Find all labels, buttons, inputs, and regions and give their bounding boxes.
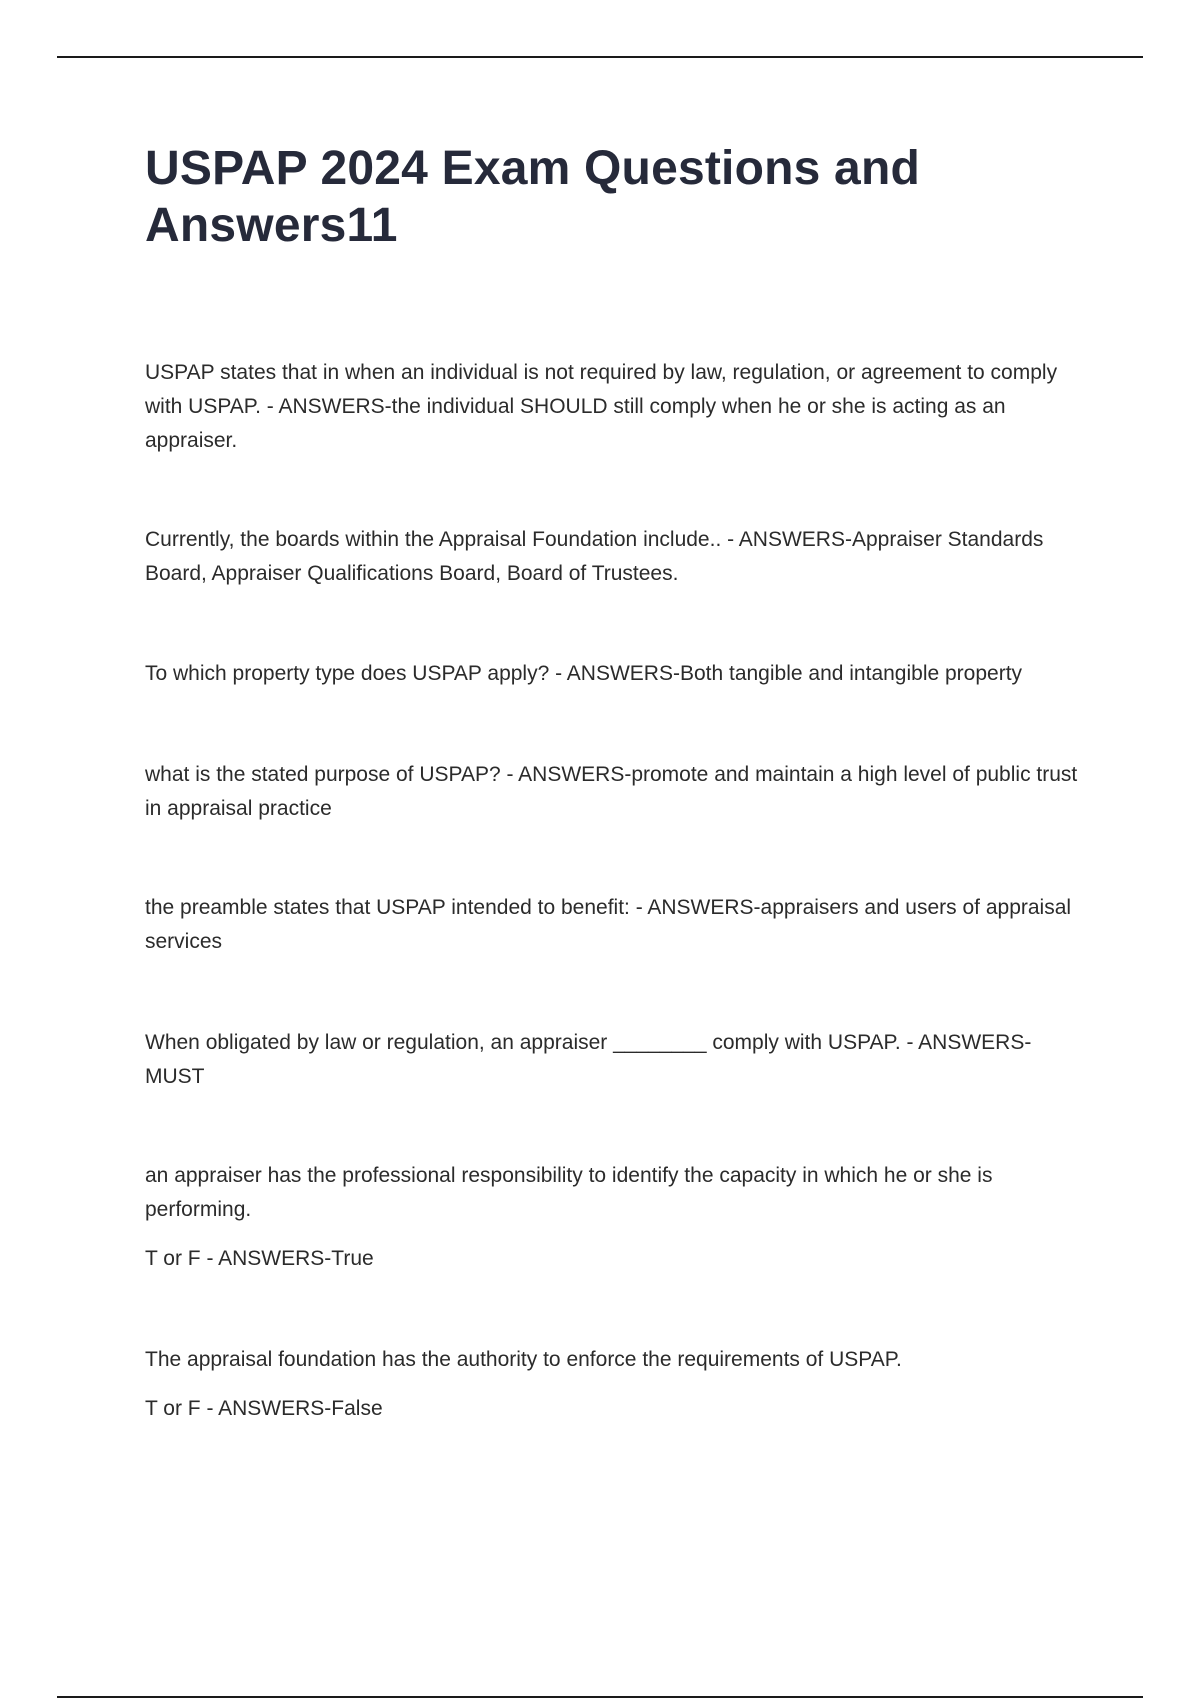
qa-answer: T or F - ANSWERS-False [145, 1397, 383, 1420]
qa-item [145, 657, 1085, 691]
page-title: USPAP 2024 Exam Questions and Answers11 [145, 142, 920, 252]
qa-text: USPAP states that in when an individual is not required by law, regulation, or agreement to comply with USPAP. - ANSWERS-the individual SHOULD still comply when he or she is acting as an appraiser. [145, 361, 1058, 452]
qa-text: Currently, the boards within the Appraisal Foundation include.. - ANSWERS-Appraiser Standards Board, Appraiser Qualifications Board, Board of Trustees. [145, 528, 1044, 585]
qa-item [145, 758, 1085, 826]
qa-item [145, 356, 1085, 458]
header-rule [57, 56, 1143, 58]
page-content [145, 140, 1085, 254]
qa-item [145, 523, 1085, 591]
qa-text: To which property type does USPAP apply? - ANSWERS-Both tangible and intangible property [145, 662, 1023, 685]
qa-text: the preamble states that USPAP intended to benefit: - ANSWERS-appraisers and users of appraisal services [145, 896, 1072, 953]
qa-text: When obligated by law or regulation, an appraiser ________ comply with USPAP. - ANSWERS-MUST [145, 1031, 1032, 1088]
footer-rule [57, 1696, 1143, 1698]
qa-item [145, 1026, 1085, 1094]
qa-item [145, 891, 1085, 959]
qa-text: The appraisal foundation has the authority to enforce the requirements of USPAP. [145, 1348, 902, 1371]
qa-answer: T or F - ANSWERS-True [145, 1247, 374, 1270]
qa-item [145, 1159, 1085, 1276]
qa-item [145, 1343, 1085, 1426]
qa-text: what is the stated purpose of USPAP? - ANSWERS-promote and maintain a high level of public trust in appraisal practice [145, 763, 1078, 820]
qa-text: an appraiser has the professional responsibility to identify the capacity in which he or she is performing. [145, 1164, 993, 1221]
